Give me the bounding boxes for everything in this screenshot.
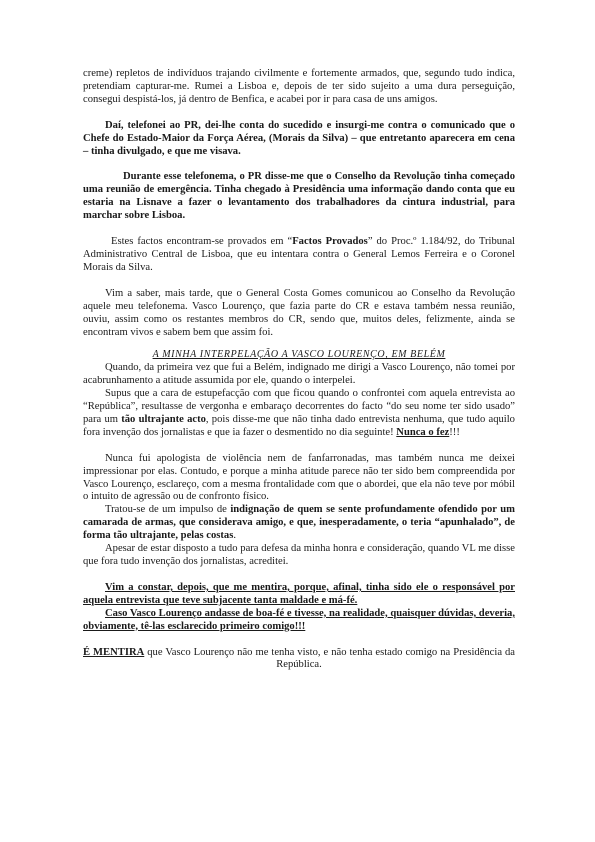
section-heading: A MINHA INTERPELAÇÃO A VASCO LOURENÇO, EM BELÉM xyxy=(152,349,446,361)
e-mentira-emphasis: É MENTIRA xyxy=(83,646,145,658)
paragraph-6: Quando, da primeira vez que fui a Belém, indignado me dirigi a Vasco Lourenço, não tomei por acabrunhamento a atitude assumida por ele, quando o interpelei. xyxy=(83,362,515,387)
paragraph-12: Caso Vasco Lourenço andasse de boa-fé e tivesse, na realidade, quaisquer dúvidas, deveria, obviamente, tê-las esclarecido primeiro comigo!!! xyxy=(83,607,515,632)
paragraph-4-text-c: ” do Proc.º 1.184/92, do Tribunal Administrativo Central de Lisboa, que eu intentara contra o General Lemos Ferreira e o Coronel Morais da Silva. xyxy=(83,236,515,273)
paragraph-3: Durante esse telefonema, o PR disse-me que o Conselho da Revolução tinha começado uma reunião de emergência. Tinha chegado à Presidência uma informação dando conta que eu estaria na Lisnave a fazer o levantamento dos trabalhadores da cintura industrial, para marchar sobre Lisboa. xyxy=(83,171,515,222)
indignacao-emphasis: indignação de quem se sente profundamente ofendido por um camarada de armas, que considerava amigo, e que, inesperadamente, o teria “apunhalado”, de forma tão ultrajante, pelas costas xyxy=(83,504,515,542)
paragraph-9 xyxy=(83,504,515,543)
paragraph-4-text-a: Estes factos encontram-se provados em “ xyxy=(111,236,293,248)
paragraph-8: Nunca fui apologista de violência nem de fanfarronadas, mas também nunca me deixei impressionar por elas. Contudo, e porque a minha atitude parece não ter sido bem compreendida por Vasco Lourenço, esclareço, com a mesma frontalidade com que o abordei, que ela não teve por móbil o intuito de agressão ou de confronto físico. xyxy=(83,452,515,503)
paragraph-2: Daí, telefonei ao PR, dei-lhe conta do sucedido e insurgi-me contra o comunicado que o Chefe do Estado-Maior da Força Aérea, (Morais da Silva) – que entretanto aparecera em cena – tinha divulgado, e que me visava. xyxy=(83,119,515,157)
paragraph-10: Apesar de estar disposto a tudo para defesa da minha honra e consideração, quando VL me disse que fora tudo invenção dos jornalistas, acreditei. xyxy=(83,543,515,567)
ultrajante-acto-emphasis: tão ultrajante acto xyxy=(121,413,206,425)
paragraph-9-text-a: Tratou-se de um impulso de xyxy=(105,504,231,516)
paragraph-7-text-a: Supus que a cara de estupefacção com que ficou quando o confrontei com aquela entrevista ao “República”, resultasse de vergonha e embaraço decorrentes do facto “do seu nome ter sido usado” para um xyxy=(83,388,515,425)
document-page xyxy=(83,68,515,672)
paragraph-13 xyxy=(83,647,515,673)
factos-provados-emphasis: Factos Provados xyxy=(292,236,368,248)
paragraph-7-text-e: !!! xyxy=(449,426,460,438)
paragraph-7-text-c: , pois disse-me que não tinha dado entrevista nenhuma, que tudo aquilo fora invenção dos jornalistas e que ia fazer o desmentido no dia seguinte! xyxy=(83,413,515,438)
paragraph-11: Vim a constar, depois, que me mentira, porque, afinal, tinha sido ele o responsável por aquela entrevista que teve subjacente tanta maldade e má-fé. xyxy=(83,581,515,606)
nunca-o-fez-emphasis: Nunca o fez xyxy=(396,426,450,438)
paragraph-7 xyxy=(83,388,515,440)
paragraph-13-text-b: que Vasco Lourenço não me tenha visto, e não tenha estado comigo na Presidência da República. xyxy=(144,646,516,671)
paragraph-1: creme) repletos de indivíduos trajando civilmente e fortemente armados, que, segundo tudo indica, pretendiam capturar-me. Rumei a Lisboa e, depois de ter sido sujeito a uma dura perseguição, consegui despistá-los, já dentro de Benfica, e acabei por ir para casa de uns amigos. xyxy=(83,68,515,105)
paragraph-9-text-c: . xyxy=(233,530,237,542)
paragraph-4 xyxy=(83,236,515,275)
paragraph-5: Vim a saber, mais tarde, que o General Costa Gomes comunicou ao Conselho da Revolução aquele meu telefonema. Vasco Lourenço, que fazia parte do CR e estava também nessa reunião, ouviu, assim como os restantes membros do CR, sendo que, muitos deles, felizmente, ainda se encontram vivos e sabem bem que assim foi. xyxy=(83,287,515,338)
